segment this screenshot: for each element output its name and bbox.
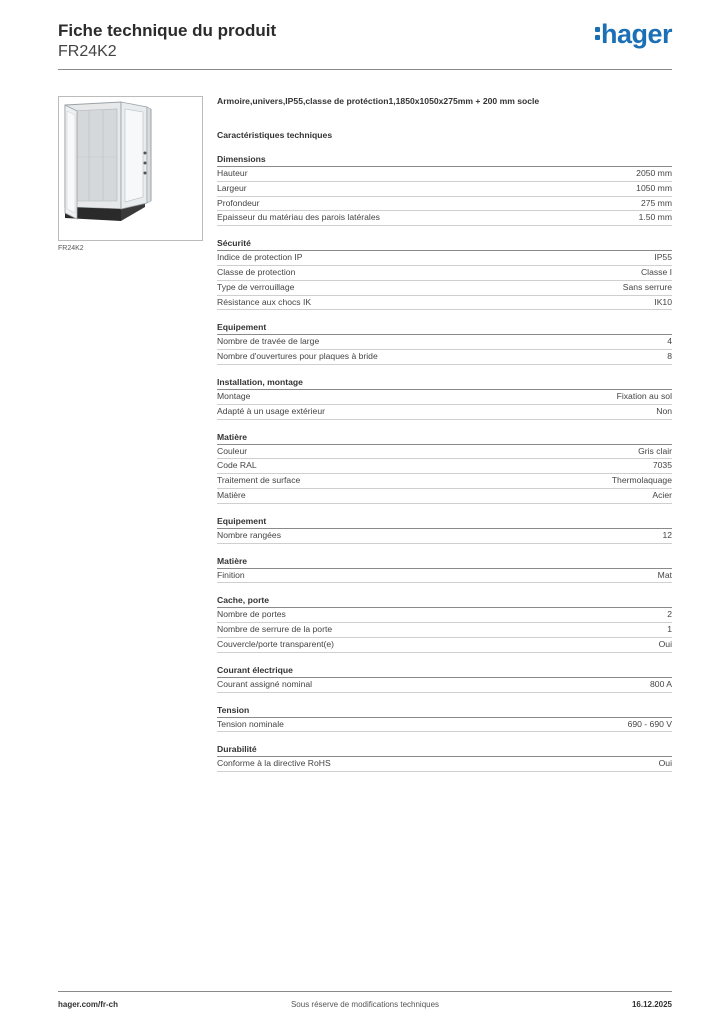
spec-section	[217, 743, 672, 772]
section-title: Dimensions	[217, 153, 672, 167]
spec-label: Traitement de surface	[217, 475, 301, 486]
spec-value: Gris clair	[638, 445, 672, 456]
page-footer	[58, 999, 672, 1011]
spec-label: Tension nominale	[217, 718, 284, 729]
spec-label: Nombre rangées	[217, 529, 282, 540]
spec-row	[217, 405, 672, 420]
spec-value: 1	[667, 624, 672, 635]
spec-value: 2	[667, 609, 672, 620]
spec-label: Adapté à un usage extérieur	[217, 405, 325, 416]
section-title: Matière	[217, 555, 672, 569]
section-title: Courant électrique	[217, 664, 672, 678]
spec-row	[217, 623, 672, 638]
section-title: Matière	[217, 431, 672, 445]
spec-row	[217, 281, 672, 296]
footer-website[interactable]: hager.com/fr-ch	[58, 1000, 119, 1009]
spec-label: Hauteur	[217, 168, 248, 178]
spec-row	[217, 608, 672, 623]
spec-row	[217, 182, 672, 197]
spec-value: Fixation au sol	[616, 390, 672, 401]
spec-label: Nombre de serrure de la porte	[217, 624, 333, 635]
spec-label: Résistance aux chocs IK	[217, 296, 312, 307]
spec-value: IP55	[654, 252, 672, 263]
spec-label: Nombre d'ouvertures pour plaques à bride	[217, 351, 378, 362]
spec-section	[217, 376, 672, 420]
spec-row	[217, 167, 672, 182]
spec-section	[217, 555, 672, 584]
spec-row	[217, 678, 672, 693]
spec-label: Nombre de portes	[217, 609, 286, 620]
spec-label: Code RAL	[217, 460, 257, 471]
hager-logo	[595, 20, 672, 48]
spec-label: Type de verrouillage	[217, 281, 295, 292]
spec-section	[217, 594, 672, 652]
characteristics-heading: Caractéristiques techniques	[217, 130, 333, 140]
spec-value: Non	[656, 405, 672, 416]
footer-date: 16.12.2025	[631, 1000, 672, 1009]
spec-value: 2050 mm	[636, 168, 672, 178]
spec-value: 800 A	[650, 678, 672, 689]
product-description: Armoire,univers,IP55,classe de protéction1,1850x1050x275mm + 200 mm socle	[217, 96, 540, 106]
spec-section	[217, 237, 672, 310]
spec-row	[217, 718, 672, 733]
section-title: Equipement	[217, 321, 672, 335]
spec-row	[217, 251, 672, 266]
spec-row	[217, 489, 672, 504]
spec-label: Couvercle/porte transparent(e)	[217, 638, 335, 649]
spec-section	[217, 153, 672, 226]
section-title: Installation, montage	[217, 376, 672, 390]
spec-section	[217, 664, 672, 693]
spec-row	[217, 569, 672, 584]
spec-label: Conforme à la directive RoHS	[217, 758, 331, 769]
spec-label: Couleur	[217, 445, 248, 456]
spec-section	[217, 515, 672, 544]
spec-label: Matière	[217, 489, 246, 500]
spec-value: 1.50 mm	[638, 212, 672, 223]
spec-value: Acier	[652, 489, 672, 500]
spec-row	[217, 266, 672, 281]
spec-row	[217, 445, 672, 460]
spec-section	[217, 321, 672, 365]
spec-value: IK10	[654, 296, 672, 307]
spec-value: 690 - 690 V	[627, 718, 672, 729]
footer-notice: Sous réserve de modifications techniques	[290, 1000, 440, 1009]
spec-label: Montage	[217, 390, 251, 401]
spec-row	[217, 638, 672, 653]
spec-value: 1050 mm	[636, 182, 672, 193]
spec-value: 7035	[652, 460, 672, 471]
spec-section	[217, 431, 672, 504]
spec-label: Courant assigné nominal	[217, 678, 313, 689]
cabinet-illustration-icon	[59, 97, 202, 240]
section-title: Equipement	[217, 515, 672, 529]
spec-row	[217, 350, 672, 365]
page-header	[58, 20, 672, 70]
logo-text: hager	[600, 19, 672, 49]
spec-value: Oui	[658, 638, 672, 649]
spec-row	[217, 474, 672, 489]
header-divider	[58, 69, 672, 70]
spec-row	[217, 459, 672, 474]
logo-mark-icon	[595, 27, 600, 41]
page-title: Fiche technique du produit	[58, 21, 277, 40]
spec-value: 4	[667, 336, 672, 347]
spec-row	[217, 211, 672, 226]
product-image	[58, 96, 203, 241]
spec-value: 12	[662, 529, 672, 540]
spec-row	[217, 529, 672, 544]
spec-content	[217, 94, 672, 772]
spec-label: Finition	[217, 569, 245, 580]
section-title: Durabilité	[217, 743, 672, 757]
spec-row	[217, 757, 672, 772]
spec-row	[217, 335, 672, 350]
footer-divider	[58, 991, 672, 992]
spec-value: Classe I	[640, 266, 672, 277]
spec-label: Classe de protection	[217, 266, 296, 277]
spec-label: Epaisseur du matériau des parois latérales	[217, 212, 380, 223]
spec-sections	[217, 153, 672, 772]
spec-row	[217, 197, 672, 212]
spec-value: Mat	[657, 569, 672, 580]
spec-value: Thermolaquage	[611, 475, 672, 486]
spec-label: Indice de protection IP	[217, 252, 303, 263]
spec-value: Sans serrure	[622, 281, 672, 292]
spec-label: Profondeur	[217, 197, 260, 208]
section-title: Tension	[217, 704, 672, 718]
spec-row	[217, 296, 672, 311]
spec-value: Oui	[658, 758, 672, 769]
spec-row	[217, 390, 672, 405]
spec-label: Nombre de travée de large	[217, 336, 320, 347]
spec-section	[217, 704, 672, 733]
spec-value: 8	[667, 351, 672, 362]
spec-label: Largeur	[217, 182, 247, 193]
section-title: Cache, porte	[217, 594, 672, 608]
product-reference: FR24K2	[58, 43, 117, 60]
section-title: Sécurité	[217, 237, 672, 251]
image-caption: FR24K2	[58, 245, 84, 252]
spec-value: 275 mm	[640, 197, 672, 208]
